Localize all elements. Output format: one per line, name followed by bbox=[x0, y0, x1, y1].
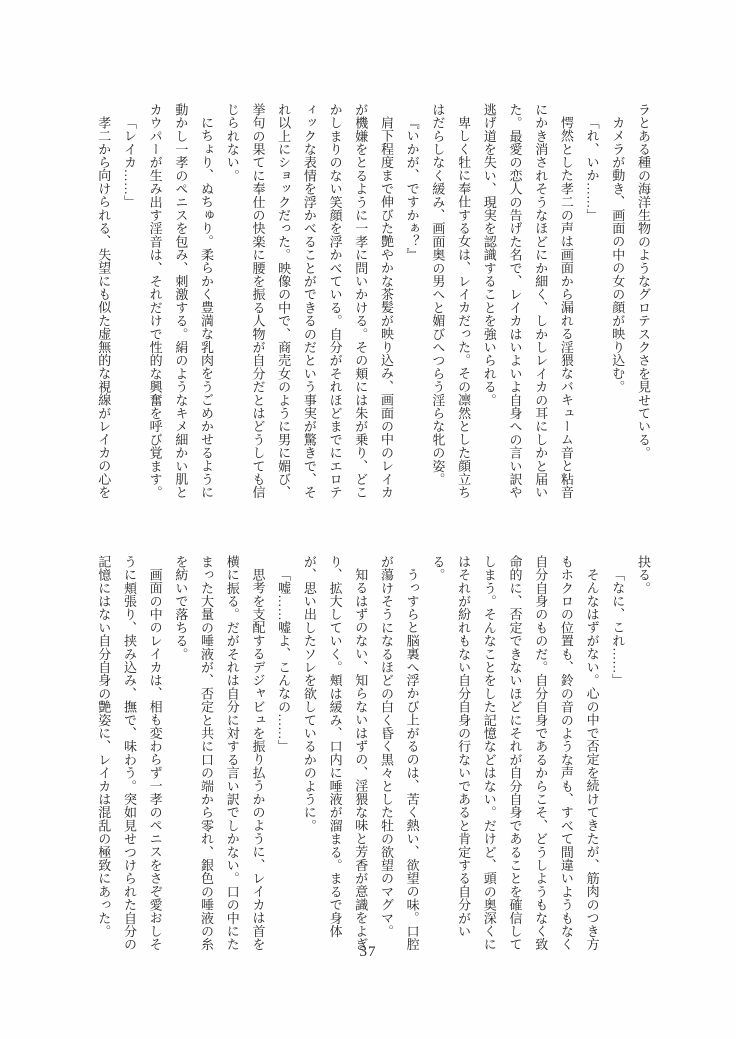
text-column: が蕩けそうになるほどの白く昏く黒々とした牡の欲望のマグマ。 bbox=[378, 555, 394, 938]
text-column: 孝二から向けられる、失望にも似た虚無的な視線がレイカの心を bbox=[96, 116, 112, 499]
text-column: うっすらと脳裏へ浮かび上がるのは、苦く熱い、欲望の味。口腔 bbox=[404, 568, 420, 951]
text-column: 卑しく牡に奉仕する女は、レイカだった。その凛然とした顔立ち bbox=[456, 116, 472, 499]
text-column: カウパーが生み出す淫音は、それだけで性的な興奮を呼び覚ます。 bbox=[147, 103, 163, 499]
text-column: る。 bbox=[430, 555, 446, 582]
text-column: 「なに、これ……」 bbox=[610, 568, 626, 687]
text-column: 知るはずのない、知らないはずの、淫猥な味と芳香が意識をよぎ bbox=[353, 568, 369, 951]
text-column: 逃げ道を失い、現実を認識することを強いられる。 bbox=[481, 103, 497, 407]
text-column: まった大量の唾液が、否定と共に口の端から零れ、銀色の唾液の糸 bbox=[199, 555, 215, 951]
text-column: 『いかが、ですかぁ？』 bbox=[404, 116, 420, 262]
text-column: しまう。そんなことをした記憶などはない。だけど、頭の奥深くに bbox=[481, 555, 497, 951]
text-column: が、思い出したソレを欲しているかのように。 bbox=[301, 555, 317, 833]
text-column: 画面の中のレイカは、相も変わらず一孝のペニスをさぞ愛おしそ bbox=[147, 568, 163, 951]
text-column: 自分自身のものだ。自分自身であるからこそ、どうしようもなく致 bbox=[533, 555, 549, 951]
text-column: カメラが動き、画面の中の女の顔が映り込む。 bbox=[610, 116, 626, 394]
text-column: 記憶にはない自分自身の艶姿に、レイカは混乱の極致にあった。 bbox=[96, 555, 112, 938]
text-column: かしまりのない笑顔を浮かべている。自分がそれほどまでにエロテ bbox=[327, 103, 343, 499]
text-column: を紡いで落ちる。 bbox=[173, 555, 189, 661]
text-column: 「れ、いか……」 bbox=[584, 116, 600, 222]
text-column: 思考を支配するデジャビュを振り払うかのように、レイカは首を bbox=[250, 568, 266, 951]
text-column: 愕然とした孝二の声は画面から漏れる淫猥なバキューム音と粘音 bbox=[558, 116, 574, 499]
text-column: にちょり、ぬちゅり。柔らかく豊満な乳肉をうごめかせるように bbox=[199, 116, 215, 499]
text-block-top bbox=[91, 103, 656, 499]
text-column: 命的に、否定できないほどにそれが自分自身であることを確信して bbox=[507, 555, 523, 951]
text-column: 横に振る。だがそれは自分に対する言い訳でしかない。口の中にた bbox=[224, 555, 240, 951]
text-column: じられない。 bbox=[224, 103, 240, 183]
text-column: が機嫌をとるように一孝に問いかける。その頬には朱が乗り、どこ bbox=[353, 103, 369, 499]
text-column: にかき消されそうなほどにか細く、しかしレイカの耳にしかと届い bbox=[533, 103, 549, 499]
text-column: 「レイカ……」 bbox=[121, 116, 137, 209]
text-column: うに頬張り、挟み込み、撫で、味わう。突如見せつけられた自分の bbox=[121, 555, 137, 951]
text-column: た。最愛の恋人の告げた名で、レイカはいよいよ自身への言い訳や bbox=[507, 103, 523, 499]
page-number: 37 bbox=[359, 944, 377, 960]
text-column: 抉る。 bbox=[636, 555, 651, 595]
text-column: れ以上にショックだった。映像の中で、商売女のように男に媚び、 bbox=[276, 103, 292, 499]
text-column: り、拡大していく。頬は緩み、口内に唾液が溜まる。まるで身体 bbox=[327, 555, 343, 938]
text-block-bottom bbox=[91, 555, 656, 951]
text-column: はそれが紛れもない自分自身の行ないであると肯定する自分がい bbox=[456, 555, 472, 938]
text-column: ィックな表情を浮かべることができるのだという事実が驚きで、そ bbox=[301, 103, 317, 499]
text-column: 挙句の果てに奉仕の快楽に腰を振る人物が自分だとはどうしても信 bbox=[250, 103, 266, 499]
text-column: はだらしなく緩み、画面奥の男へと媚びへつらう淫らな牝の姿。 bbox=[430, 103, 446, 486]
text-column: ラとある種の海洋生物のようなグロテスクさを見せている。 bbox=[636, 103, 651, 460]
text-column: 動かし一孝のペニスを包み、刺激する。絹のようなキメ細かい肌と bbox=[173, 103, 189, 499]
text-column: 肩下程度まで伸びた艶やかな茶髪が映り込み、画面の中のレイカ bbox=[378, 116, 394, 499]
text-column: そんなはずがない。心の中で否定を続けてきたが、筋肉のつき方 bbox=[584, 568, 600, 951]
text-column: もホクロの位置も、鈴の音のような声も、すべて間違いようもなく bbox=[558, 555, 574, 951]
text-column: 「嘘……嘘よ、こんなの……」 bbox=[276, 568, 292, 753]
